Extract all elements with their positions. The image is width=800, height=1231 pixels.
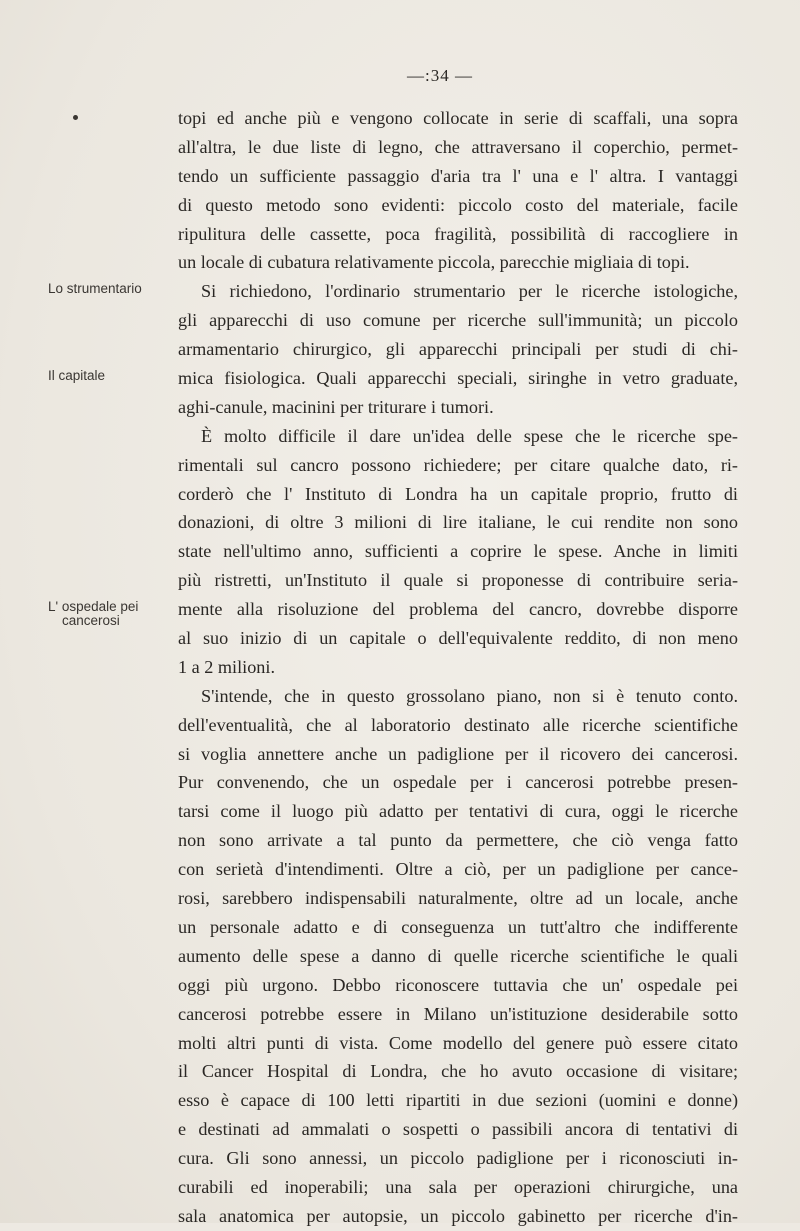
text-line: mente alla risoluzione del problema del cancro, dovrebbe disporre — [178, 599, 738, 620]
page-number: —:34 — — [407, 66, 473, 85]
margin-dot-mark — [73, 115, 78, 120]
margin-note-label: Il capitale — [48, 368, 106, 383]
text-line: tendo un sufficiente passaggio d'aria tra l' una e l' altra. I vantaggi — [178, 165, 738, 186]
text-line: aumento delle spese a danno di quelle ricerche scientifiche le quali — [178, 945, 738, 966]
margin-note-strumentario — [48, 282, 173, 296]
text-line: cura. Gli sono annessi, un piccolo padiglione per i riconosciuti in- — [178, 1148, 738, 1169]
text-line: state nell'ultimo anno, sufficienti a coprire le spese. Anche in limiti — [178, 541, 738, 562]
text-line: Pur convenendo, che un ospedale per i cancerosi potrebbe presen- — [178, 772, 738, 793]
text-line: esso è capace di 100 letti ripartiti in due sezioni (uomini e donne) — [178, 1090, 738, 1111]
text-line: tarsi come il luogo più adatto per tentativi di cura, oggi le ricerche — [178, 801, 738, 822]
margin-note-label: Lo strumentario — [48, 281, 142, 296]
text-line: armamentario chirurgico, gli apparecchi principali per studi di chi- — [178, 339, 738, 360]
text-line: sala anatomica per autopsie, un piccolo gabinetto per ricerche d'in- — [178, 1205, 738, 1226]
text-line: mica fisiologica. Quali apparecchi speciali, siringhe in vetro graduate, — [178, 368, 738, 389]
text-line: donazioni, di oltre 3 milioni di lire italiane, le cui rendite non sono — [178, 512, 738, 533]
margin-note-label: L' ospedale pei — [48, 599, 139, 614]
text-line: aghi-canule, macinini per triturare i tumori. — [178, 396, 494, 417]
text-line: 1 a 2 milioni. — [178, 656, 275, 677]
text-line: cancerosi potrebbe essere in Milano un'istituzione desiderabile sotto — [178, 1003, 738, 1024]
margin-note-capitale — [48, 369, 173, 383]
text-line: rimentali sul cancro possono richiedere; per citare qualche dato, ri- — [178, 454, 738, 475]
text-line: rosi, sarebbero indispensabili naturalmente, oltre ad un locale, anche — [178, 888, 738, 909]
text-line: il Cancer Hospital di Londra, che ho avuto occasione di visitare; — [178, 1061, 738, 1082]
text-line: con serietà d'intendimenti. Oltre a ciò, per un padiglione per cance- — [178, 859, 738, 880]
text-line: corderò che l' Instituto di Londra ha un capitale proprio, frutto di — [178, 483, 738, 504]
text-line: più ristretti, un'Instituto il quale si proponesse di contribuire seria- — [178, 570, 738, 591]
text-line: molti altri punti di vista. Come modello del genere può essere citato — [178, 1032, 738, 1053]
text-line: È molto difficile il dare un'idea delle spese che le ricerche spe- — [201, 425, 738, 446]
margin-note-ospedale — [48, 600, 173, 628]
text-line: topi ed anche più e vengono collocate in serie di scaffali, una sopra — [178, 108, 738, 128]
text-line: gli apparecchi di uso comune per ricerche sull'immunità; un piccolo — [178, 310, 738, 331]
body-text — [178, 104, 738, 1231]
text-line: al suo inizio di un capitale o dell'equivalente reddito, di non meno — [178, 628, 738, 649]
text-line: di questo metodo sono evidenti: piccolo costo del materiale, facile — [178, 194, 738, 215]
text-line: curabili ed inoperabili; una sala per operazioni chirurgiche, una — [178, 1176, 738, 1197]
text-line: Si richiedono, l'ordinario strumentario per le ricerche istologiche, — [201, 281, 738, 302]
text-line: un personale adatto e di conseguenza un tutt'altro che indifferente — [178, 916, 738, 937]
text-line: e destinati ad ammalati o sospetti o passibili ancora di tentativi di — [178, 1119, 738, 1140]
text-line: S'intende, che in questo grossolano piano, non si è tenuto conto. — [201, 685, 738, 706]
text-line: all'altra, le due liste di legno, che attraversano il coperchio, permet- — [178, 136, 738, 157]
text-line: non sono arrivate a tal punto da permettere, che ciò venga fatto — [178, 830, 738, 851]
text-line: un locale di cubatura relativamente piccola, parecchie migliaia di topi. — [178, 252, 690, 273]
text-line: dell'eventualità, che al laboratorio destinato alle ricerche scientifiche — [178, 714, 738, 735]
margin-note-label-continued: cancerosi — [62, 613, 120, 628]
text-line: ripulitura delle cassette, poca fragilità, possibilità di raccogliere in — [178, 223, 738, 244]
text-line: oggi più urgono. Debbo riconoscere tuttavia che un' ospedale pei — [178, 974, 738, 995]
text-line: si voglia annettere anche un padiglione per il ricovero dei cancerosi. — [178, 743, 738, 764]
